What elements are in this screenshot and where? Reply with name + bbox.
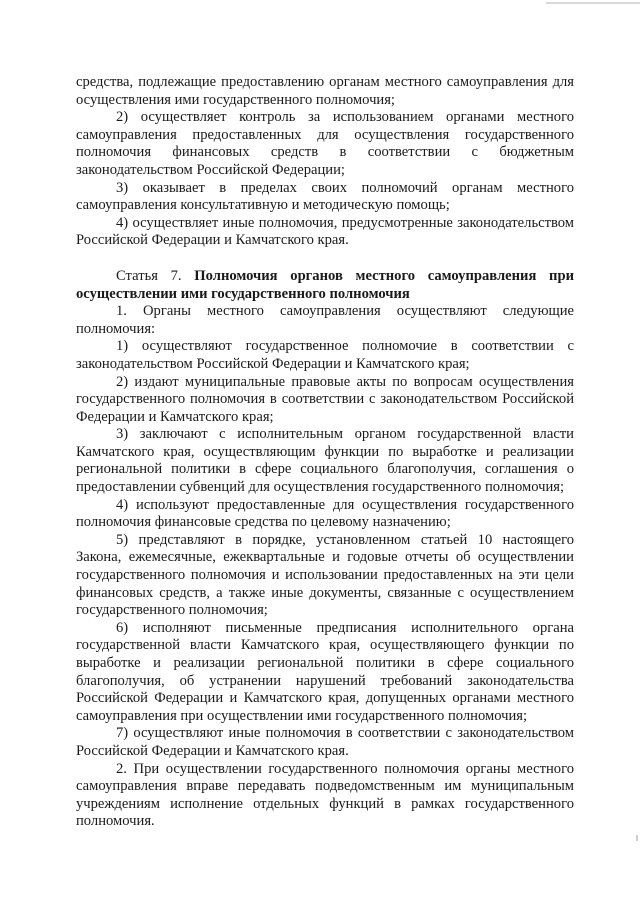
article-item-3: 3) заключают с исполнительным органом государственной власти Камчатского края, осуществляющим функции по выработке и реализации региональной политики в сфере социального благополучия, соглашения о предоставлении субвенций для осуществления государственного полномочия;	[76, 426, 574, 496]
article-item-2: 2) издают муниципальные правовые акты по вопросам осуществления государственного полномочия в соответствии с законодательством Российской Федерации и Камчатского края;	[76, 373, 574, 425]
article-number: Статья 7.	[116, 267, 182, 284]
article-item-5: 5) представляют в порядке, установленном статьей 10 настоящего Закона, ежемесячные, ежеквартальные и годовые отчеты об осуществлении государственного полномочия и использовании предоставленных на эти цели финансовых средств, а также иные документы, связанные с осуществлением государственного полномочия;	[76, 531, 574, 619]
paragraph-item-2: 2) осуществляет контроль за использованием органами местного самоуправления предоставленных для осуществления государственного полномочия финансовых средств в соответствии с бюджетным законодательством Российской Федерации;	[76, 109, 574, 178]
paragraph-item-3: 3) оказывает в пределах своих полномочий органам местного самоуправления консультативную и методическую помощь;	[76, 179, 574, 214]
paragraph-continuation: средства, подлежащие предоставлению органам местного самоуправления для осуществления ими государственного полномочия;	[76, 74, 574, 108]
article-heading	[76, 268, 574, 303]
scan-artifact-edge	[636, 835, 638, 841]
article-item-7: 7) осуществляют иные полномочия в соответствии с законодательством Российской Федерации и Камчатского края.	[76, 725, 574, 759]
paragraph-item-4: 4) осуществляет иные полномочия, предусмотренные законодательством Российской Федерации и Камчатского края.	[76, 214, 574, 249]
article-item-1: 1) осуществляют государственное полномочие в соответствии с законодательством Российской Федерации и Камчатского края;	[76, 338, 574, 372]
article-paragraph-1: 1. Органы местного самоуправления осуществляют следующие полномочия:	[76, 303, 574, 337]
article-paragraph-2: 2. При осуществлении государственного полномочия органы местного самоуправления вправе передавать подведомственным им муниципальным учреждениям исполнение отдельных функций в рамках государственного полномочия.	[76, 760, 574, 830]
article-item-4: 4) используют предоставленные для осуществления государственного полномочия финансовые средства по целевому назначению;	[76, 496, 574, 531]
article-title: Полномочия органов местного самоуправления при осуществлении ими государственного полномочия	[76, 267, 574, 302]
article-item-6: 6) исполняют письменные предписания исполнительного органа государственной власти Камчатского края, осуществляющего функции по выработке и реализации региональной политики в сфере социального благополучия, об устранении нарушений требований законодательства Российской Федерации и Камчатского края, допущенных органами местного самоуправления при осуществлении ими государственного полномочия;	[76, 619, 574, 724]
scan-artifact-top	[546, 2, 640, 4]
document-page	[76, 74, 574, 831]
